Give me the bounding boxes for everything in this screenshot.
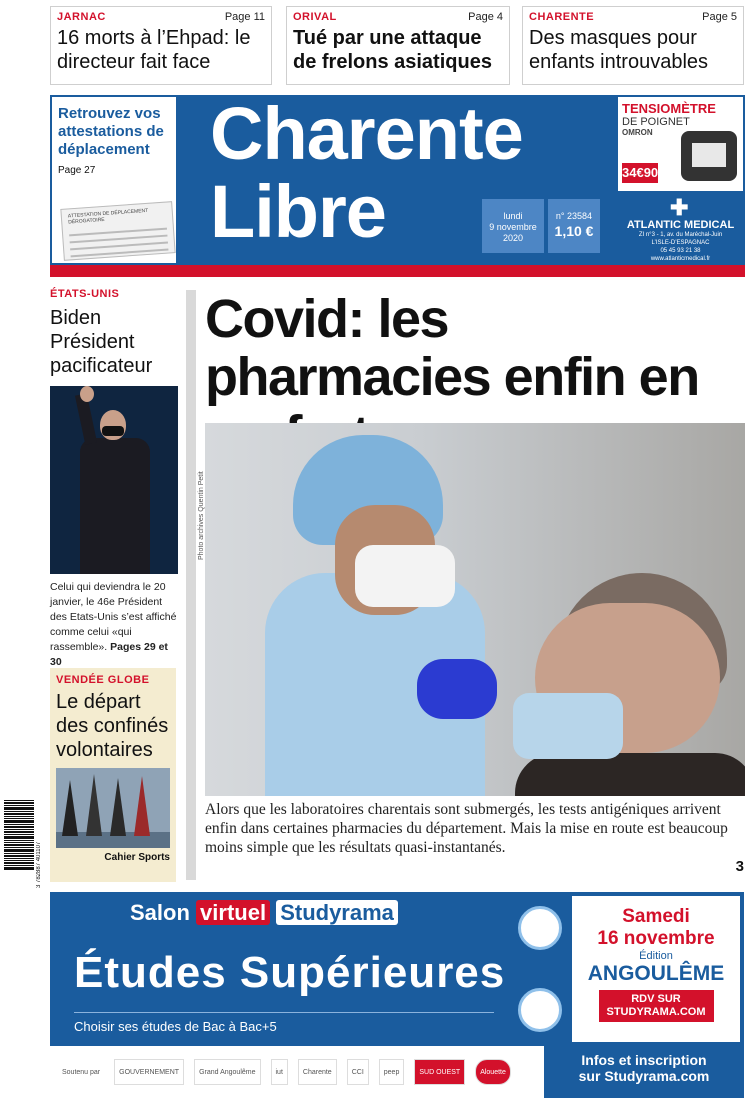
ad-brand: OMRON <box>622 128 653 137</box>
logo-peep: peep <box>379 1059 405 1085</box>
ad-company: ATLANTIC MEDICAL <box>626 219 735 231</box>
ad-date-2: 16 novembre <box>597 928 715 949</box>
biden-caption-text: Celui qui deviendra le 20 janvier, le 46e Président des Etats-Unis s’est affiché comme celui «qui rassemble». <box>50 581 177 653</box>
ad-phone: 05 45 93 21 38 <box>660 248 701 254</box>
photo-credit: Photo archives Quentin Petit <box>198 471 205 560</box>
newspaper-logo[interactable] <box>210 92 523 253</box>
studyrama-ad[interactable] <box>50 892 744 1098</box>
teaser-page: Page 4 <box>468 11 503 23</box>
logo-line1: Charente <box>210 92 523 175</box>
logo-cci: CCI <box>347 1059 369 1085</box>
ad-subtitle: DE POIGNET <box>622 116 690 128</box>
masthead <box>50 92 745 265</box>
ad-date-1: Samedi <box>622 906 690 927</box>
teaser-orival[interactable] <box>286 6 510 85</box>
ad-info-line2: sur Studyrama.com <box>578 1068 710 1084</box>
ad-city: ANGOULÊME <box>587 962 725 985</box>
ad-info-line1: Infos et inscription <box>581 1052 707 1068</box>
logo-grand-angouleme: Grand Angoulême <box>194 1059 260 1085</box>
teaser-title: Des masques pour enfants introuvables <box>529 27 709 73</box>
attestations-page: Page 27 <box>58 165 96 176</box>
ad-title: TENSIOMÈTRE <box>622 101 716 116</box>
logo-charente: Charente <box>298 1059 337 1085</box>
teaser-page: Page 5 <box>702 11 737 23</box>
main-page-number: 3 <box>735 858 744 875</box>
teaser-title: Tué par une attaque de frelons asiatiques <box>293 27 492 73</box>
ad-address-1: ZI n°3 - 1, av. du Maréchal-Juin <box>638 232 723 238</box>
ad-edition: Édition <box>639 950 673 962</box>
logo-iut: iut <box>271 1059 288 1085</box>
ad-date-panel <box>572 896 740 1042</box>
biden-title: Biden Président pacificateur <box>50 307 153 377</box>
ad-headline: Études Supérieures <box>74 948 506 997</box>
barcode-number: 3 782887 401107 <box>36 841 42 888</box>
issue-no: n° 23584 <box>555 211 593 221</box>
ad-web: www.atlanticmedical.fr <box>650 256 711 262</box>
ad-info-panel[interactable] <box>544 1046 744 1098</box>
logo-sud-ouest: SUD OUEST <box>414 1059 465 1085</box>
issue-number <box>548 199 600 253</box>
logo-alouette: Alouette <box>475 1059 511 1085</box>
column-separator <box>186 290 196 880</box>
main-headline[interactable]: Covid: les pharmacies enfin en <box>205 289 699 407</box>
tensiometre-ad[interactable] <box>618 97 743 263</box>
rdv-line2: STUDYRAMA.COM <box>606 1006 706 1018</box>
issue-price: 1,10 € <box>554 223 594 239</box>
teaser-charente[interactable] <box>522 6 744 85</box>
vendee-title: Le départ des confinés volontaires <box>56 691 169 761</box>
ad-sponsor-logos <box>50 1046 544 1098</box>
biden-photo <box>50 386 178 574</box>
doc-label: ATTESTATION DE DÉPLACEMENT DÉROGATOIRE <box>67 207 149 226</box>
salon-brand: Studyrama <box>276 900 398 925</box>
teaser-kicker: ORIVAL <box>293 11 337 23</box>
barcode <box>4 800 42 888</box>
ad-rdv-badge <box>599 990 714 1022</box>
sailboats-photo <box>56 768 170 848</box>
ad-portraits <box>512 898 572 1042</box>
teaser-kicker: JARNAC <box>57 11 106 23</box>
ad-address-2: L’ISLE-D’ESPAGNAC <box>651 240 710 246</box>
main-lead-text: Alors que les laboratoires charentais sont submergés, les tests antigéniques arrivent enfin dans certaines pharmacies du département. Mais la mise en route est beaucoup moins simple que les résultats quasi-instantanés. <box>205 801 728 856</box>
teaser-page: Page 11 <box>224 11 265 23</box>
tensiometre-device-image <box>681 131 737 181</box>
vendee-kicker: VENDÉE GLOBE <box>56 674 150 686</box>
salon-virtuel: virtuel <box>196 900 270 925</box>
main-photo-pharmacy-test <box>205 423 745 796</box>
logo-line2: Libre <box>210 170 386 253</box>
ad-company-block <box>618 191 743 263</box>
date-year: 2020 <box>502 233 524 243</box>
teaser-title: 16 morts à l’Ehpad: le directeur fait face <box>57 27 251 73</box>
ad-salon-line <box>130 900 398 926</box>
biden-pages: Pages 29 et 30 <box>50 641 168 668</box>
attestations-text: Retrouvez vos attestations de déplacement <box>58 105 164 158</box>
medical-cross-icon: ✚ <box>670 195 689 220</box>
ad-price: 34€90 <box>622 163 658 183</box>
issue-date <box>482 199 544 253</box>
ad-left-panel <box>50 892 512 1042</box>
biden-article[interactable] <box>50 288 180 670</box>
vendee-caption: Cahier Sports <box>104 852 170 863</box>
vendee-globe-article[interactable] <box>50 668 176 882</box>
teaser-kicker: CHARENTE <box>529 11 595 23</box>
teaser-jarnac[interactable] <box>50 6 272 85</box>
logo-gouvernement: GOUVERNEMENT <box>114 1059 184 1085</box>
rdv-line1: RDV SUR <box>631 993 681 1005</box>
biden-kicker: ÉTATS-UNIS <box>50 288 120 300</box>
masthead-red-bar <box>50 265 745 277</box>
date-full: 9 novembre <box>489 222 537 232</box>
attestations-promo[interactable] <box>52 97 176 263</box>
logo-soutenu: Soutenu par <box>62 1068 101 1076</box>
ad-subline: Choisir ses études de Bac à Bac+5 <box>74 1012 494 1034</box>
biden-caption <box>50 580 180 670</box>
date-day: lundi <box>503 211 523 221</box>
salon-prefix: Salon <box>130 900 190 925</box>
attestation-document-image <box>60 201 175 261</box>
